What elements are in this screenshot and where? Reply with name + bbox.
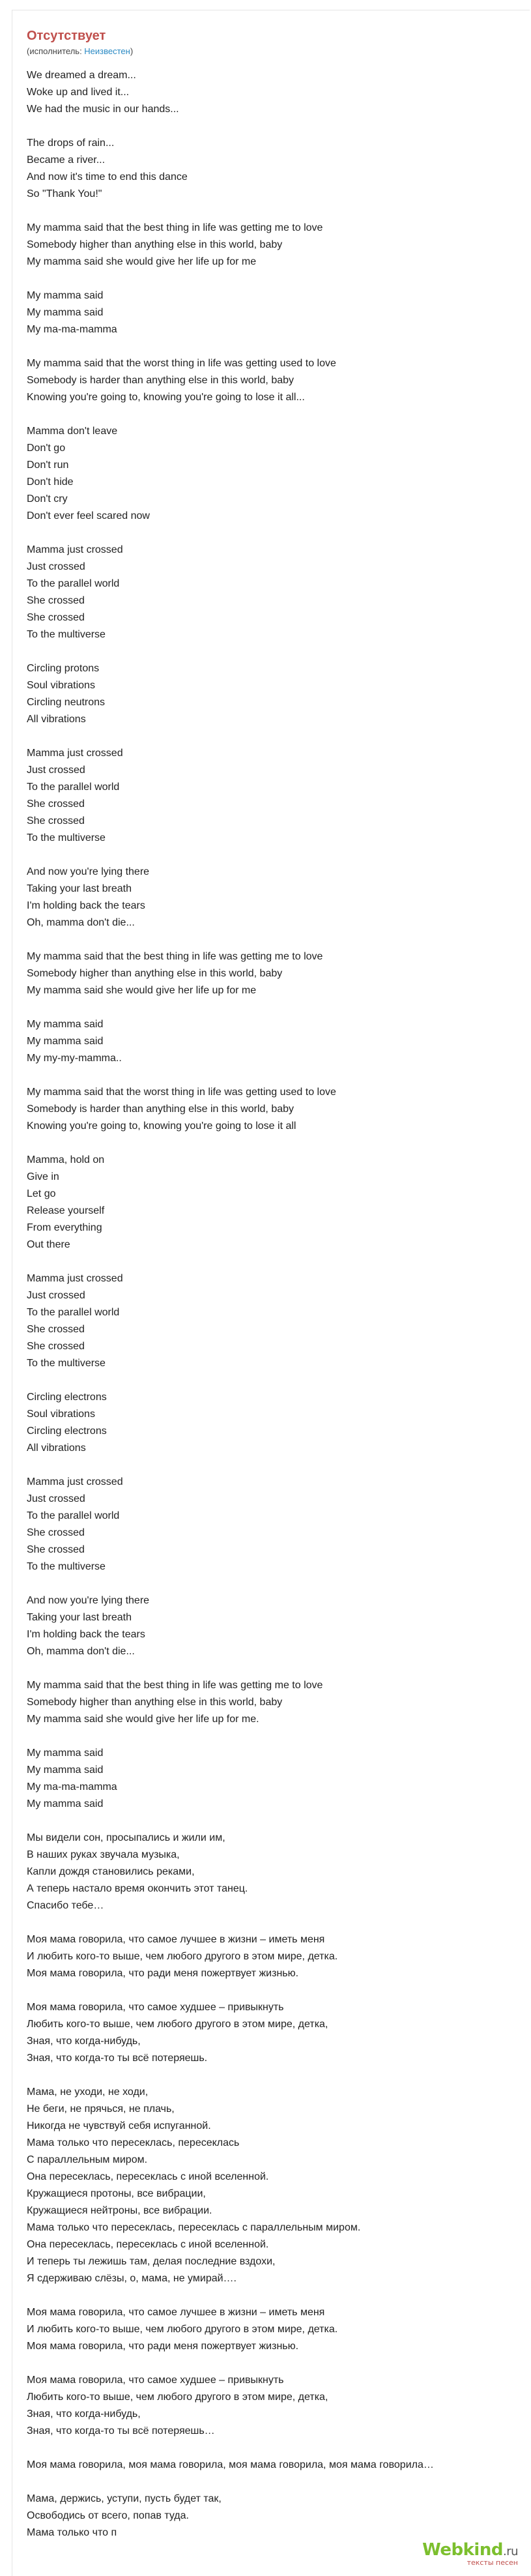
artist-suffix: ) [130, 46, 134, 56]
lyrics-text: We dreamed a dream... Woke up and lived it... We had the music in our hands... The drops of rain... Became a river... And now it's time to end this dance So "Thank You!" My mamma said that the best thing in life was getting me to love Somebody higher than anything else in this world, baby My mamma said she would give her life up for me My mamma said My mamma said My ma-ma-mamma My mamma said that the worst thing in life was getting used to love Somebody is harder than anything else in this world, baby Knowing you're going to, knowing you're going to lose it all... Mamma don't leave Don't go Don't run Don't hide Don't cry Don't ever feel scared now Mamma just crossed Just crossed To the parallel world She crossed She crossed To the multiverse Circling protons Soul vibrations Circling neutrons All vibrations Mamma just crossed Just crossed To the parallel world She crossed She crossed To the multiverse And now you're lying there Taking your last breath I'm holding back the tears Oh, mamma don't die... My mamma said that the best thing in life was getting me to love Somebody higher than anything else in this world, baby My mamma said she would give her life up for me My mamma said My mamma said My my-my-mamma.. My mamma said that the worst thing in life was getting used to love Somebody is harder than anything else in this world, baby Knowing you're going to, knowing you're going to lose it all Mamma, hold on Give in Let go Release yourself From everything Out there Mamma just crossed Just crossed To the parallel world She crossed She crossed To the multiverse Circling electrons Soul vibrations Circling electrons All vibrations Mamma just crossed Just crossed To the parallel world She crossed She crossed To the multiverse And now you're lying there Taking your last breath I'm holding back the tears Oh, mamma don't die... My mamma said that the best thing in life was getting me to love Somebody higher than anything else in this world, baby My mamma said she would give her life up for me. My mamma said My mamma said My ma-ma-mamma My mamma said Мы видели сон, просыпались и жили им, В наших руках звучала музыка, Капли дождя становились реками, А теперь настало время окончить этот танец. Спасибо тебе… Моя мама говорила, что самое лучшее в жизни – иметь меня И любить кого-то выше, чем любого другого в этом мире, детка. Моя мама говорила, что ради меня пожертвует жизнью. Моя мама говорила, что самое худшее – привыкнуть Любить кого-то выше, чем любого другого в этом мире, детка, Зная, что когда-нибудь, Зная, что когда-то ты всё потеряешь. Мама, не уходи, не ходи, Не беги, не прячься, не плачь, Никогда не чувствуй себя испуганной. Мама только что пересеклась, пересеклась С параллельным миром. Она пересеклась, пересеклась с иной вселенной. Кружащиеся протоны, все вибрации, Кружащиеся нейтроны, все вибрации. Мама только что пересеклась, пересеклась с параллельным миром. Она пересеклась, пересеклась с иной вселенной. И теперь ты лежишь там, делая последние вздохи, Я сдерживаю слёзы, о, мама, не умирай…. Моя мама говорила, что самое лучшее в жизни – иметь меня И любить кого-то выше, чем любого другого в этом мире, детка. Моя мама говорила, что ради меня пожертвует жизнью. Моя мама говорила, что самое худшее – привыкнуть Любить кого-то выше, чем любого другого в этом мире, детка, Зная, что когда-нибудь, Зная, что когда-то ты всё потеряешь… Моя мама говорила, моя мама говорила, моя мама говорила, моя мама говорила… Мама, держись, уступи, пусть будет так, Освободись от всего, попав туда. Мама только что п [27, 70, 434, 2538]
webkind-logo[interactable] [422, 2540, 518, 2567]
logo-tld: .ru [502, 2545, 518, 2558]
logo-brand [422, 2540, 518, 2560]
artist-link[interactable]: Неизвестен [84, 46, 130, 56]
lyrics-page [12, 10, 530, 2576]
logo-brand-name: Webkind [422, 2540, 503, 2560]
artist-prefix: (исполнитель: [27, 46, 85, 56]
logo-tagline: тексты песен [466, 2558, 518, 2567]
artist-line [27, 46, 530, 57]
song-title: Отсутствует [27, 29, 106, 43]
